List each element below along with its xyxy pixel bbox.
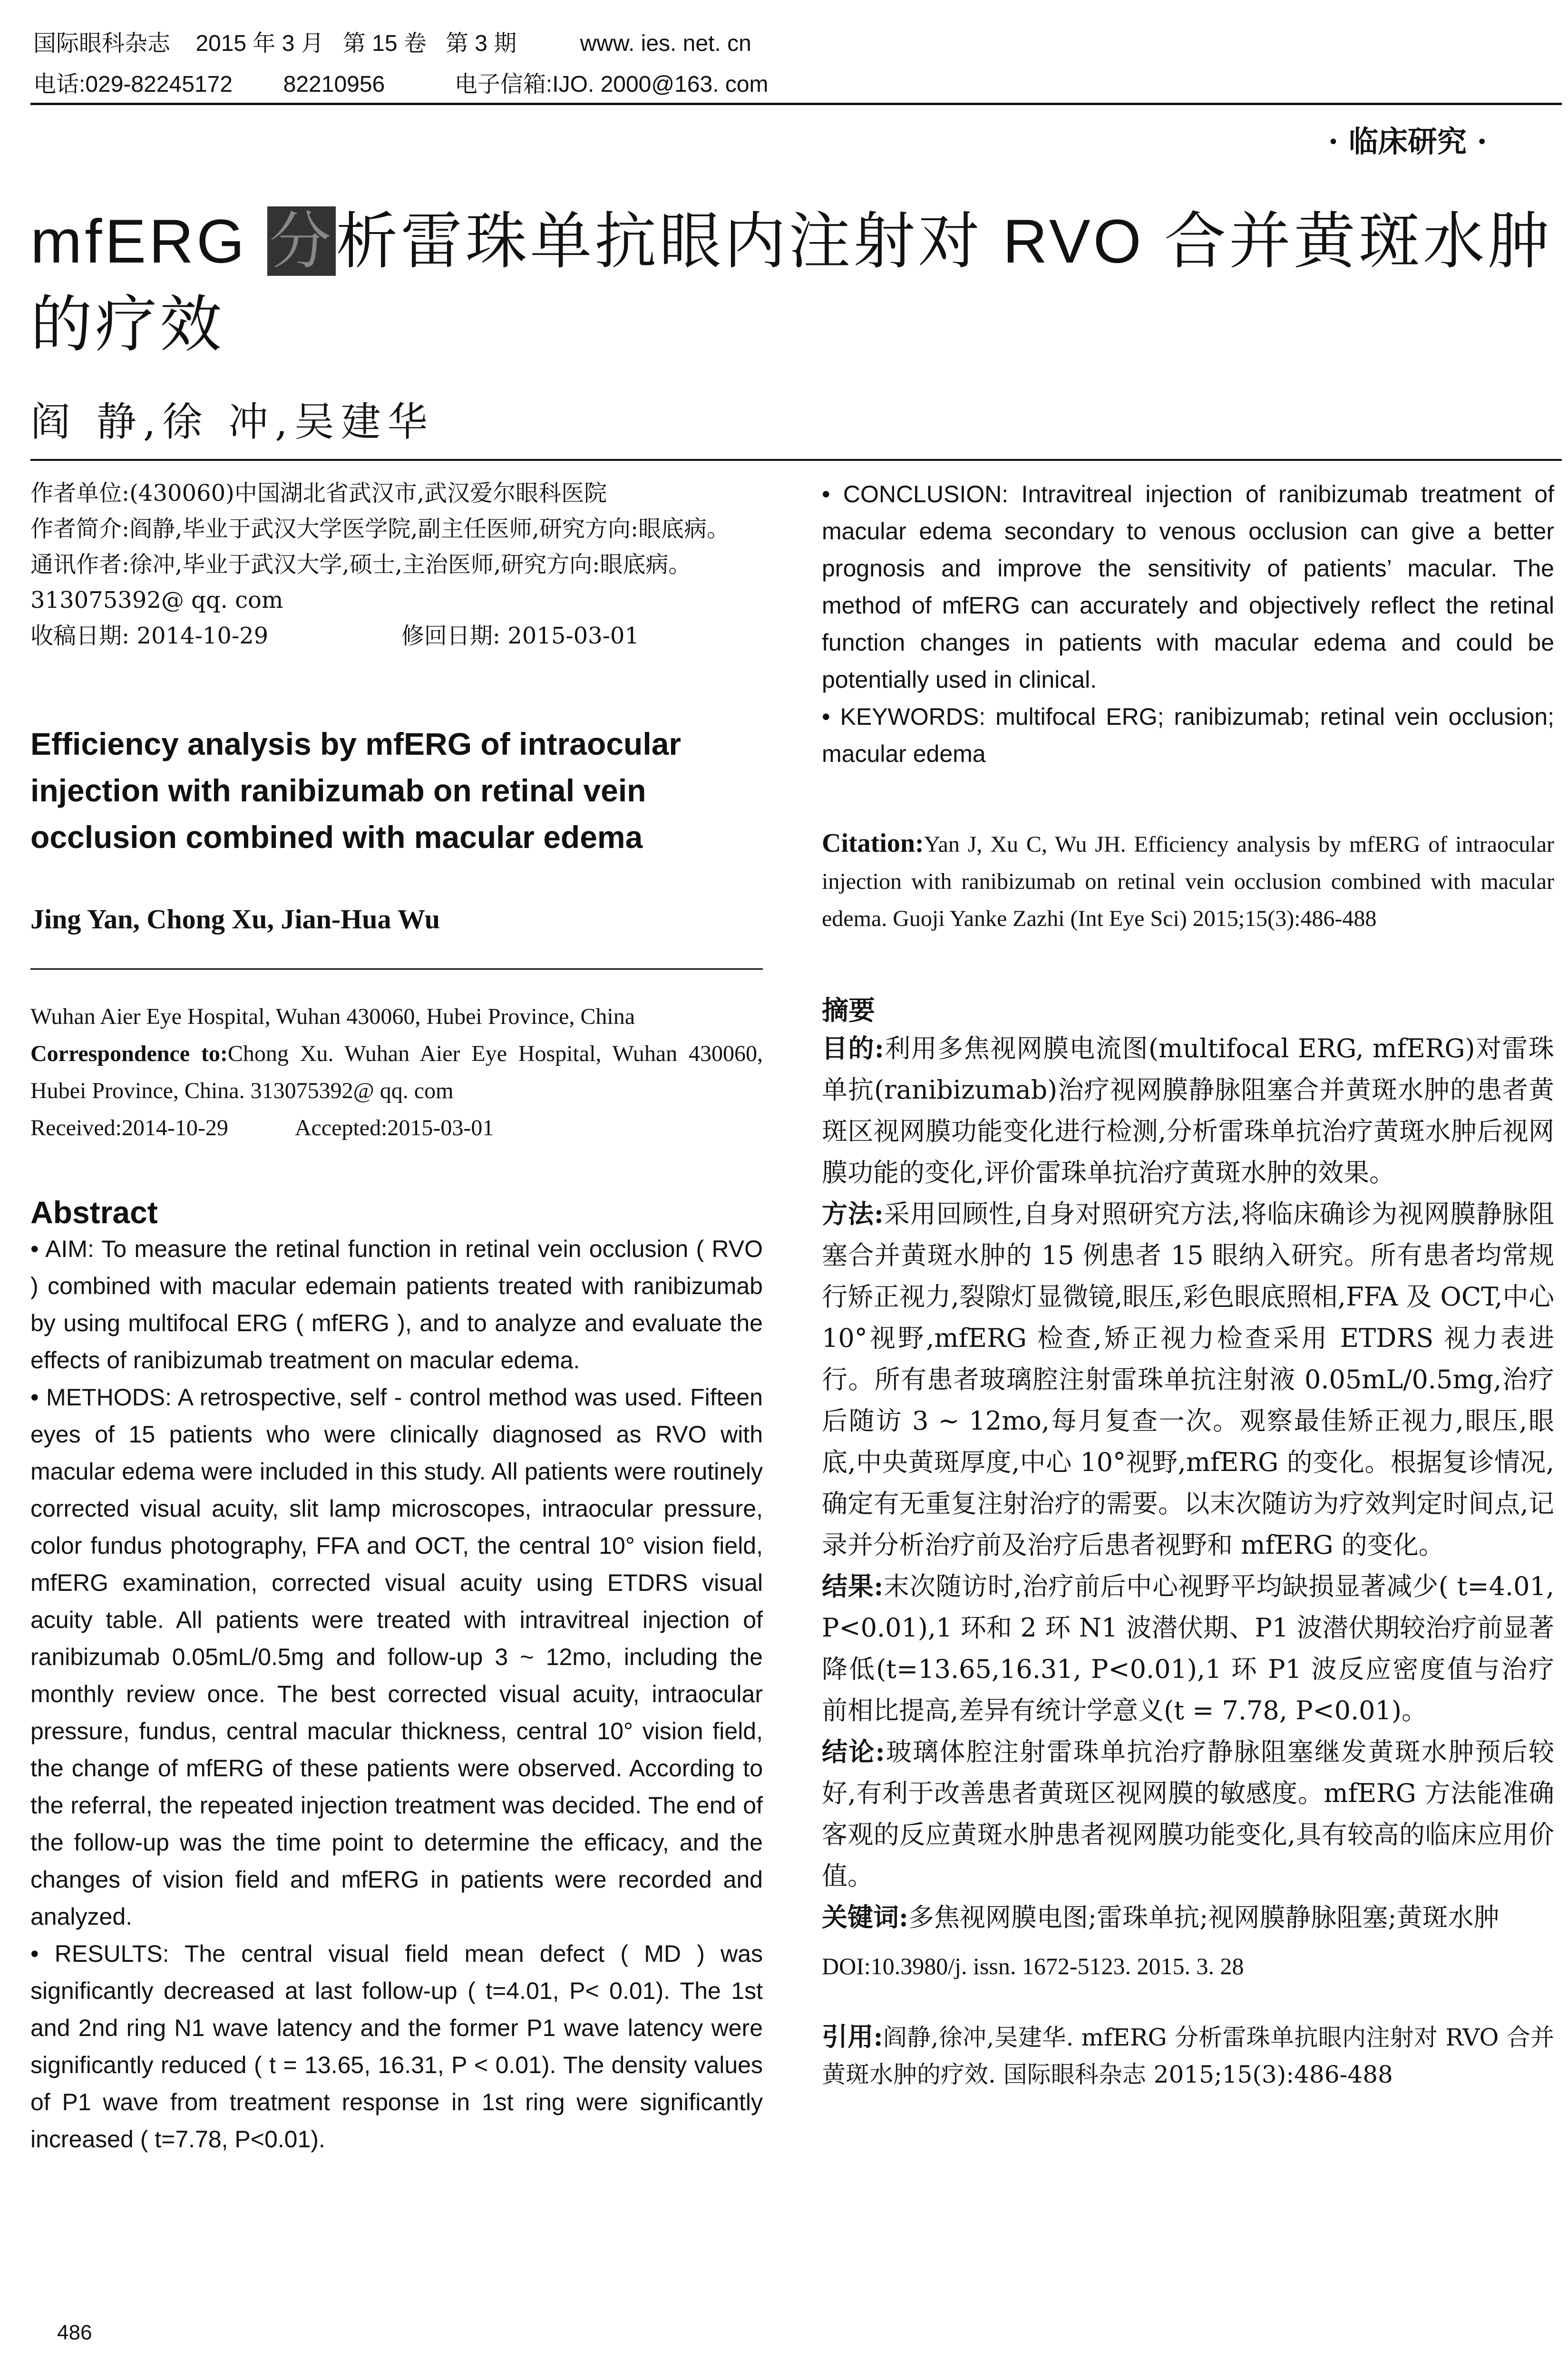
cn-results-text: 末次随访时,治疗前后中心视野平均缺损显著减少( t=4.01, P<0.01),1 环和 2 环 N1 波潜伏期、P1 波潜伏期较治疗前显著降低(t=13.65,16.31, P<0.01),1 环 P1 波反应密度值与治疗前相比提高,差异有统计学意义(t = 7.78, P<0.01)。 [822,1571,1554,1725]
authors-cn: 阎 静,徐 冲,吴建华 [30,399,434,445]
cn-author-info [30,476,763,654]
cn-methods-text: 采用回顾性,自身对照研究方法,将临床确诊为视网膜静脉阻塞合并黄斑水肿的 15 例患者 15 眼纳入研究。所有患者均常规行矫正视力,裂隙灯显微镜,眼压,彩色眼底照相,FFA 及 OCT,中心 10°视野,mfERG 检查,矫正视力检查采用 ETDRS 视力表进行。所有患者玻璃腔注射雷珠单抗注射液 0.05mL/0.5mg,治疗后随访 3 ~ 12mo,每月复查一次。观察最佳矫正视力,眼压,眼底,中央黄斑厚度,中心 10°视野,mfERG 的变化。根据复诊情况,确定有无重复注射治疗的需要。以末次随访为疗效判定时间点,记录并分析治疗前及治疗后患者视野和 mfERG 的变化。 [822,1199,1555,1560]
page-number: 486 [57,2321,92,2344]
cn-citation-text: 阎静,徐冲,吴建华. mfERG 分析雷珠单抗眼内注射对 RVO 合并黄斑水肿的疗效. 国际眼科杂志 2015;15(3):486-488 [822,2024,1554,2088]
correspondence-label: Correspondence to: [30,1041,228,1066]
abstract-heading: Abstract [30,1195,158,1230]
journal-header-line1: 国际眼科杂志 2015 年 3 月 第 15 卷 第 3 期 www. ies. net. cn [33,31,751,56]
cn-keywords-text: 多焦视网膜电图;雷珠单抗;视网膜静脉阻塞;黄斑水肿 [908,1902,1500,1932]
received-date-cn: 收稿日期: 2014-10-29 [30,623,269,649]
cn-conclusion-label: 结论: [822,1736,885,1767]
cn-results-label: 结果: [822,1571,884,1601]
cn-methods-label: 方法: [822,1198,884,1229]
doi: DOI:10.3980/j. issn. 1672-5123. 2015. 3. 28 [822,1953,1244,1979]
revised-date-cn: 修回日期: 2015-03-01 [401,623,639,649]
cn-dates [30,618,639,654]
cn-citation [822,2018,1554,2093]
right-column [822,476,1554,2093]
cn-aim-label: 目的: [822,1033,884,1063]
english-affiliation [30,998,763,1147]
english-dates [30,1110,763,1147]
english-title: Efficiency analysis by mfERG of intraocular injection with ranibizumab on retinal vein occlusion combined with macular edema [30,726,682,855]
abstract-conclusion: • CONCLUSION: Intravitreal injection of ranibizumab treatment of macular edema secondary to venous occlusion can give a better prognosis and improve the sensitivity of patients’ macular. The method of mfERG can accurately and objectively reflect the retinal function changes in patients with macular edema and could be potentially used in clinical. [822,481,1554,693]
abstract-methods: • METHODS: A retrospective, self - control method was used. Fifteen eyes of 15 patients who were clinically diagnosed as RVO with macular edema were included in this study. All patients were routinely corrected visual acuity, slit lamp microscopes, intraocular pressure, color fundus photography, FFA and OCT, the central 10° vision field, mfERG examination, corrected visual acuity using ETDRS visual acuity table. All patients were treated with intravitreal injection of ranibizumab 0.05mL/0.5mg and follow-up 3 ~ 12mo, including the monthly review once. The best corrected visual acuity, intraocular pressure, fundus, central macular thickness, central 10° vision field, the change of mfERG of these patients were observed. According to the referral, the repeated injection treatment was decided. The end of the follow-up was the time point to determine the efficacy, and the changes of vision field and mfERG in patients were recorded and analyzed. [30,1384,763,1930]
title-rule [30,459,1562,461]
author-unit: 作者单位:(430060)中国湖北省武汉市,武汉爱尔眼科医院 [30,480,607,507]
title-prefix: mfERG [30,206,268,276]
hospital-affiliation: Wuhan Aier Eye Hospital, Wuhan 430060, Hubei Province, China [30,1004,635,1029]
cn-keywords-label: 关键词: [822,1902,908,1932]
cn-abstract-keywords [822,1897,1554,1938]
journal-header-line2: 电话:029-82245172 82210956 电子信箱:IJO. 2000@163. com [33,72,769,97]
title-highlight: 分 [267,206,336,276]
left-column [30,476,763,2158]
cn-citation-label: 引用: [822,2021,883,2052]
received-date: Received:2014-10-29 [30,1115,228,1140]
abstract-aim: • AIM: To measure the retinal function in retinal vein occlusion ( RVO ) combined with macular edemain patients treated with ranibizumab by using multifocal ERG ( mfERG ), and to analyze and evaluate the effects of ranibizumab treatment on macular edema. [30,1236,763,1374]
cn-abstract-conclusion [822,1731,1554,1897]
article-title [30,200,1557,366]
correspondence [30,1035,763,1110]
abstract-results: • RESULTS: The central visual field mean defect ( MD ) was significantly decreased at last follow-up ( t=4.01, P< 0.01). The 1st and 2nd ring N1 wave latency and the former P1 wave latency were significantly reduced ( t = 13.65, 16.31, P < 0.01). The density values of P1 wave from treatment response in 1st ring were significantly increased ( t=7.78, P<0.01). [30,1940,763,2153]
cn-conclusion-text: 玻璃体腔注射雷珠单抗治疗静脉阻塞继发黄斑水肿预后较好,有利于改善患者黄斑区视网膜的敏感度。mfERG 方法能准确客观的反应黄斑水肿患者视网膜功能变化,具有较高的临床应用价值。 [822,1737,1554,1891]
cn-abstract-methods [822,1193,1554,1566]
abstract-keywords: • KEYWORDS: multifocal ERG; ranibizumab; retinal vein occlusion; macular edema [822,703,1554,767]
title-rest: 析雷珠单抗眼内注射对 RVO 合并黄斑水肿的疗效 [30,206,1552,359]
citation-text: Yan J, Xu C, Wu JH. Efficiency analysis by mfERG of intraocular injection with ranibizumab on retinal vein occlusion combined with macular edema. Guoji Yanke Zazhi (Int Eye Sci) 2015;15(3):486-488 [822,832,1554,931]
cn-abstract-results [822,1566,1554,1731]
left-column-rule [30,968,763,970]
cn-abstract-aim [822,1028,1554,1193]
citation [822,825,1554,937]
correspondence-text: Chong Xu. Wuhan Aier Eye Hospital, Wuhan 430060, Hubei Province, China. 313075392@ qq. com [30,1041,763,1103]
citation-label: Citation: [822,828,924,858]
accepted-date: Accepted:2015-03-01 [294,1115,494,1140]
english-authors: Jing Yan, Chong Xu, Jian-Hua Wu [30,904,440,935]
cn-aim-text: 利用多焦视网膜电流图(multifocal ERG, mfERG)对雷珠单抗(ranibizumab)治疗视网膜静脉阻塞合并黄斑水肿的患者黄斑区视网膜功能变化进行检测,分析雷珠单抗治疗黄斑水肿后视网膜功能的变化,评价雷珠单抗治疗黄斑水肿的效果。 [822,1033,1554,1188]
section-label: · 临床研究 · [1328,124,1487,159]
author-bio: 作者简介:阎静,毕业于武汉大学医学院,副主任医师,研究方向:眼底病。 [30,516,730,542]
cn-abstract-heading: 摘要 [822,995,875,1026]
header-rule [30,103,1562,105]
corresponding-author: 通讯作者:徐冲,毕业于武汉大学,硕士,主治医师,研究方向:眼底病。313075392@ qq. com [30,551,691,614]
